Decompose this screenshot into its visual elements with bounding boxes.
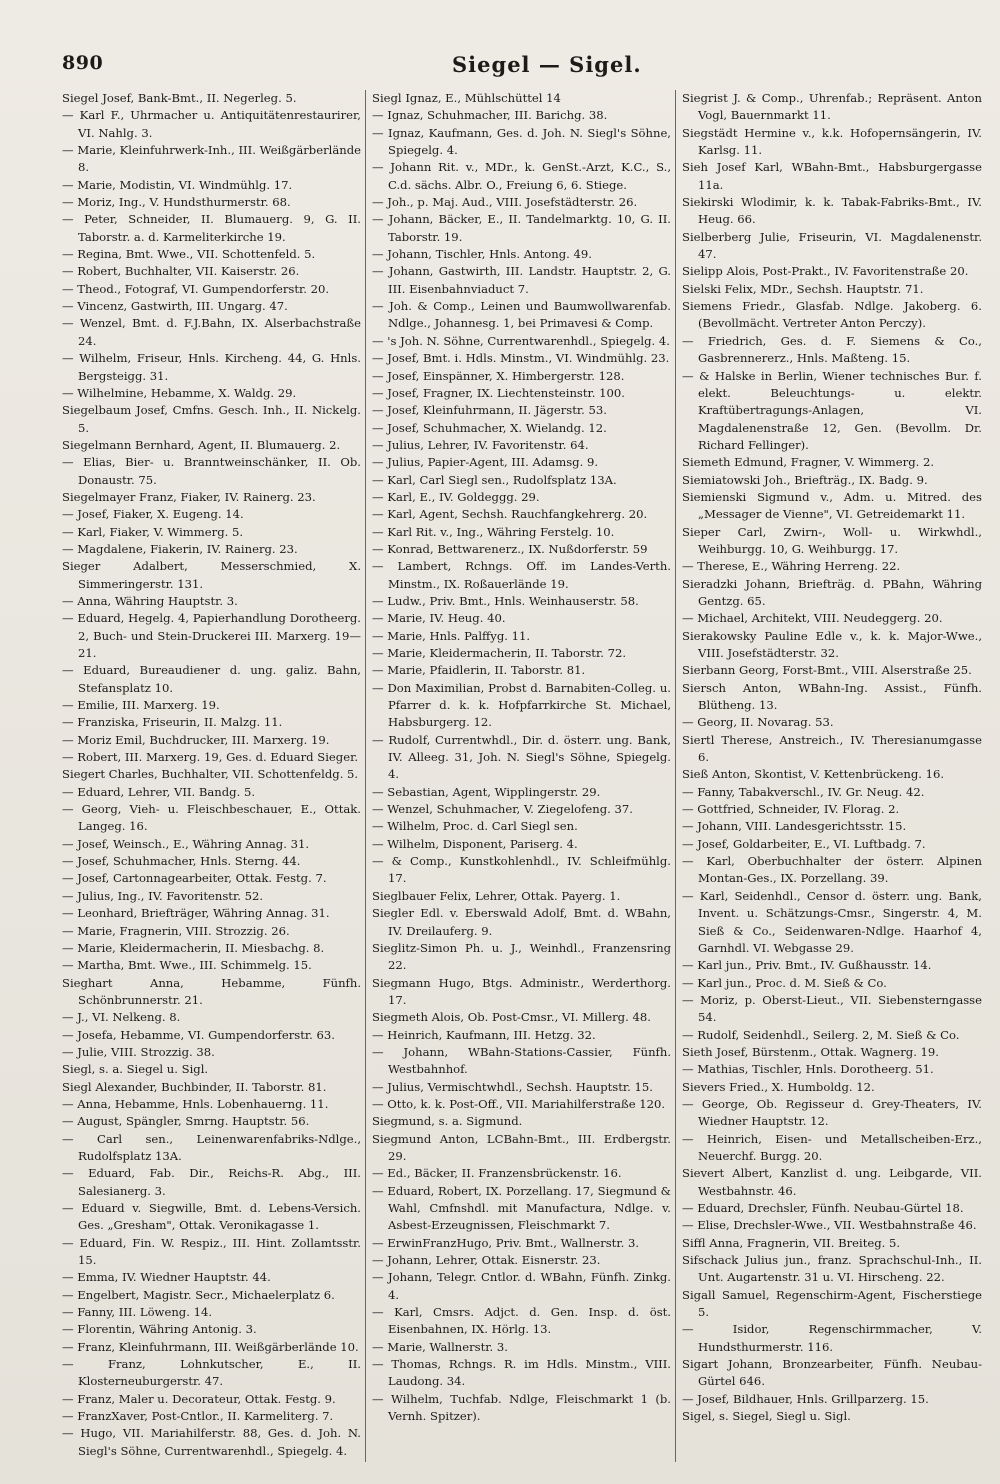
directory-entry: — Leonhard, Briefträger, Währing Annag. 31. [62,906,330,921]
directory-entry: — Karl, E., IV. Goldeggg. 29. [372,489,540,504]
directory-entry: — Karl jun., Priv. Bmt., IV. Gußhausstr. 14. [682,958,932,973]
columns [62,90,986,1462]
directory-entry: — ErwinFranzHugo, Priv. Bmt., Wallnerstr. 3. [372,1235,640,1250]
directory-entry: — Therese, E., Währing Herreng. 22. [682,559,901,574]
column-left [62,90,366,1462]
directory-entry: Sieglitz-Simon Ph. u. J., Weinhdl., Franzensring 22. [372,940,671,973]
directory-entry: — Sebastian, Agent, Wipplingerstr. 29. [372,784,601,799]
directory-entry: Siffl Anna, Fragnerin, VII. Breiteg. 5. [682,1235,901,1250]
directory-entry: Siegler Edl. v. Eberswald Adolf, Bmt. d. WBahn, IV. Dreilauferg. 9. [372,906,671,938]
directory-entry: — Rudolf, Currentwhdl., Dir. d. österr. ung. Bank, IV. Alleeg. 31, Joh. N. Siegl's Söhne, Spiegelg. 4. [372,732,671,782]
directory-entry: — Johann, Gastwirth, III. Landstr. Hauptstr. 2, G. III. Eisenbahnviaduct 7. [372,264,671,296]
directory-entry: — Eduard, Hegelg. 4, Papierhandlung Dorotheerg. 2, Buch- und Stein-Druckerei III. Marxerg. 19—21. [62,611,361,660]
directory-entry: — Josef, Einspänner, X. Himbergerstr. 128. [372,368,625,383]
directory-entry: — FranzXaver, Post-Cntlor., II. Karmeliterg. 7. [62,1409,334,1424]
directory-entry: — August, Spängler, Smrng. Hauptstr. 56. [62,1114,310,1129]
directory-entry: Siemens Friedr., Glasfab. Ndlge. Jakoberg. 6. (Bevollmächt. Vertreter Anton Perczy). [682,299,982,331]
page-number: 890 [62,52,104,74]
directory-entry: — Konrad, Bettwarenerz., IX. Nußdorferstr. 59 [372,541,648,556]
directory-entry: Sievert Albert, Kanzlist d. ung. Leibgarde, VII. Westbahnstr. 46. [682,1166,982,1198]
directory-entry: — Eduard, Bureaudiener d. ung. galiz. Bahn, Stefansplatz 10. [62,663,361,695]
directory-entry: — Moriz, p. Oberst-Lieut., VII. Siebensterngasse 54. [682,992,982,1025]
directory-entry: Siegert Charles, Buchhalter, VII. Schottenfeldg. 5. [62,767,359,782]
directory-entry: — Joh. & Comp., Leinen und Baumwollwarenfab. Ndlge., Johannesg. 1, bei Primavesi & Comp. [372,299,671,331]
directory-entry: — Moriz, Ing., V. Hundsthurmerstr. 68. [62,195,291,210]
directory-entry: — Ignaz, Schuhmacher, III. Barichg. 38. [372,108,608,123]
directory-entry: Siemienski Sigmund v., Adm. u. Mitred. des „Messager de Vienne", VI. Getreidemarkt 11. [682,489,982,522]
directory-entry: Sieglbauer Felix, Lehrer, Ottak. Payerg. 1. [372,888,621,903]
directory-entry: — Karl, Cmsrs. Adjct. d. Gen. Insp. d. öst. Eisenbahnen, IX. Hörlg. 13. [372,1305,671,1337]
directory-entry: — Josef, Fragner, IX. Liechtensteinstr. 100. [372,385,625,400]
directory-entry: — Franziska, Friseurin, II. Malzg. 11. [62,715,283,730]
directory-entry: — Magdalene, Fiakerin, IV. Rainerg. 23. [62,541,298,556]
directory-entry: Sifschack Julius jun., franz. Sprachschul-Inh., II. Unt. Augartenstr. 31 u. VI. Hirscheng. 22. [682,1253,982,1285]
directory-entry: — J., VI. Nelkeng. 8. [62,1010,181,1025]
directory-entry: — Florentin, Währing Antonig. 3. [62,1322,257,1337]
directory-entry: Siegl, s. a. Siegel u. Sigl. [62,1062,209,1077]
directory-entry: — Johann Rit. v., MDr., k. GenSt.-Arzt, K.C., S., C.d. sächs. Albr. O., Freiung 6, 6. Stiege. [372,160,671,192]
directory-entry: Siegstädt Hermine v., k.k. Hofopernsängerin, IV. Karlsg. 11. [682,125,982,158]
directory-entry: — Thomas, Rchngs. R. im Hdls. Minstm., VIII. Laudong. 34. [372,1357,671,1389]
directory-entry: Sigall Samuel, Regenschirm-Agent, Fischerstiege 5. [682,1287,982,1320]
directory-entry: — Johann, Bäcker, E., II. Tandelmarktg. 10, G. II. Taborstr. 19. [372,212,671,244]
directory-entry: — Josef, Weinsch., E., Währing Annag. 31. [62,836,310,851]
directory-entry: — Georg, II. Novarag. 53. [682,715,834,730]
directory-entry: — Ed., Bäcker, II. Franzensbrückenstr. 16. [372,1166,622,1181]
directory-entry: — Josef, Fiaker, X. Eugeng. 14. [62,507,244,522]
directory-entry: — Karl Rit. v., Ing., Währing Ferstelg. 10. [372,524,615,539]
directory-entry: Sieghart Anna, Hebamme, Fünfh. Schönbrunnerstr. 21. [62,975,361,1007]
directory-entry: — Julius, Lehrer, IV. Favoritenstr. 64. [372,437,589,452]
directory-entry: — Julie, VIII. Strozzig. 38. [62,1044,215,1059]
directory-entry: — Marie, Modistin, VI. Windmühlg. 17. [62,177,293,192]
directory-entry: — Vincenz, Gastwirth, III. Ungarg. 47. [62,299,288,314]
directory-entry: — Johann, VIII. Landesgerichtsstr. 15. [682,819,907,834]
directory-entry: Sierakowsky Pauline Edle v., k. k. Major-Wwe., VIII. Josefstädterstr. 32. [682,628,982,660]
directory-entry: — Julius, Papier-Agent, III. Adamsg. 9. [372,455,599,470]
directory-entry: — & Comp., Kunstkohlenhdl., IV. Schleifmühlg. 17. [372,854,671,886]
directory-entry: Siegelbaum Josef, Cmfns. Gesch. Inh., II. Nickelg. 5. [62,403,361,435]
directory-entry: Siegmann Hugo, Btgs. Administr., Werderthorg. 17. [372,975,671,1007]
directory-entry: — Carl sen., Leinenwarenfabriks-Ndlge., Rudolfsplatz 13A. [62,1131,361,1163]
directory-entry: — Lambert, Rchngs. Off. im Landes-Verth. Minstm., IX. Roßauerlände 19. [372,559,671,591]
directory-entry: Siegelmann Bernhard, Agent, II. Blumauerg. 2. [62,437,341,452]
directory-entry: — Anna, Hebamme, Hnls. Lobenhauerng. 11. [62,1096,329,1111]
directory-entry: — Marie, Wallnerstr. 3. [372,1339,508,1354]
directory-entry: — Johann, Lehrer, Ottak. Eisnerstr. 23. [372,1253,601,1268]
directory-entry: Siegl Ignaz, E., Mühlschüttel 14 [372,91,561,105]
directory-entry: — Eduard, Drechsler, Fünfh. Neubau-Gürtel 18. [682,1201,964,1215]
directory-entry: — Martha, Bmt. Wwe., III. Schimmelg. 15. [62,958,312,973]
directory-entry: — Robert, III. Marxerg. 19, Ges. d. Eduard Sieger. [62,750,359,765]
directory-entry: — Marie, Kleinfuhrwerk-Inh., III. Weißgärberlände 8. [62,143,361,175]
directory-entry: — Josefa, Hebamme, VI. Gumpendorferstr. 63. [62,1027,335,1042]
directory-entry: — Heinrich, Kaufmann, III. Hetzg. 32. [372,1027,596,1042]
directory-entry: — Emma, IV. Wiedner Hauptstr. 44. [62,1270,271,1285]
directory-entry: Sierbann Georg, Forst-Bmt., VIII. Alserstraße 25. [682,663,972,678]
directory-entry: — Robert, Buchhalter, VII. Kaiserstr. 26. [62,264,300,279]
directory-entry: Sigart Johann, Bronzearbeiter, Fünfh. Neubau-Gürtel 646. [682,1357,982,1389]
directory-entry: — Gottfried, Schneider, IV. Florag. 2. [682,802,900,817]
directory-entry: Sieper Carl, Zwirn-, Woll- u. Wirkwhdl., Weihburgg. 10, G. Weihburgg. 17. [682,524,982,556]
directory-entry: — Engelbert, Magistr. Secr., Michaelerplatz 6. [62,1287,335,1302]
directory-entry: Siemiatowski Joh., Briefträg., IX. Badg. 9. [682,472,928,487]
directory-entry: — Marie, Pfaidlerin, II. Taborstr. 81. [372,663,586,678]
directory-entry: — Karl, Oberbuchhalter der österr. Alpinen Montan-Ges., IX. Porzellang. 39. [682,854,982,886]
directory-entry: — Karl jun., Proc. d. M. Sieß & Co. [682,975,887,990]
directory-entry: — Theod., Fotograf, VI. Gumpendorferstr. 20. [62,281,330,296]
directory-entry: Sievers Fried., X. Humboldg. 12. [682,1079,875,1094]
directory-entry: — Franz, Maler u. Decorateur, Ottak. Festg. 9. [62,1391,336,1406]
directory-entry: — Karl, Carl Siegl sen., Rudolfsplatz 13A. [372,472,617,487]
directory-entry: — Wilhelm, Disponent, Pariserg. 4. [372,836,578,851]
directory-entry: — Josef, Bmt. i. Hdls. Minstm., VI. Windmühlg. 23. [372,351,670,366]
directory-entry: — Eduard, Fab. Dir., Reichs-R. Abg., III. Salesianerg. 3. [62,1166,361,1198]
directory-entry: Siertl Therese, Anstreich., IV. Theresianumgasse 6. [682,732,982,765]
directory-entry: — Eduard, Robert, IX. Porzellang. 17, Siegmund & Wahl, Cmfnshdl. mit Manufactura, Ndlge. v. Asbest-Erzeugnissen, Fleischmarkt 7. [372,1183,671,1233]
directory-entry: Sieth Josef, Bürstenm., Ottak. Wagnerg. 19. [682,1044,939,1059]
directory-entry: — Karl, Seidenhdl., Censor d. österr. ung. Bank, Invent. u. Schätzungs-Cmsr., Singerstr. 4, M. Sieß & Co., Seidenwaren-Ndlge. Haarhof 4, Garnhdl. VI. Webgasse 29. [682,888,982,955]
directory-entry: — Wilhelm, Friseur, Hnls. Kircheng. 44, G. Hnls. Bergsteigg. 31. [62,351,361,383]
directory-entry: — Marie, Kleidermacherin, II. Taborstr. 72. [372,646,627,660]
directory-entry: — Joh., p. Maj. Aud., VIII. Josefstädterstr. 26. [372,195,638,210]
directory-entry: — Johann, WBahn-Stations-Cassier, Fünfh. Westbahnhof. [372,1044,671,1077]
directory-entry: — Marie, IV. Heug. 40. [372,611,506,626]
directory-entry: — Franz, Kleinfuhrmann, III. Weißgärberlände 10. [62,1339,359,1354]
directory-entry: — Ignaz, Kaufmann, Ges. d. Joh. N. Siegl's Söhne, Spiegelg. 4. [372,125,671,158]
directory-entry: — Marie, Fragnerin, VIII. Strozzig. 26. [62,923,290,938]
directory-entry: — Julius, Vermischtwhdl., Sechsh. Hauptstr. 15. [372,1079,653,1094]
directory-entry: Siersch Anton, WBahn-Ing. Assist., Fünfh. Blütheng. 13. [682,680,982,713]
directory-entry: Siegrist J. & Comp., Uhrenfab.; Repräsent. Anton Vogl, Bauernmarkt 11. [682,91,982,123]
directory-entry: Siegmeth Alois, Ob. Post-Cmsr., VI. Millerg. 48. [372,1010,651,1025]
directory-entry: — Karl, Fiaker, V. Wimmerg. 5. [62,524,244,539]
page-header [62,52,986,90]
directory-entry: — 's Joh. N. Söhne, Currentwarenhdl., Spiegelg. 4. [372,333,670,348]
directory-entry: — Wenzel, Schuhmacher, V. Ziegelofeng. 37. [372,802,633,817]
directory-entry: — Wilhelm, Tuchfab. Ndlge, Fleischmarkt 1 (b. Vernh. Spitzer). [372,1391,671,1424]
directory-entry: — Fanny, Tabakverschl., IV. Gr. Neug. 42. [682,784,925,799]
directory-entry: — Eduard v. Siegwille, Bmt. d. Lebens-Versich. Ges. „Gresham", Ottak. Veronikagasse 1. [62,1201,361,1233]
directory-entry: — Michael, Architekt, VIII. Neudeggerg. 20. [682,611,943,626]
directory-entry: — Rudolf, Seidenhdl., Seilerg. 2, M. Sieß & Co. [682,1027,960,1042]
directory-entry: — Eduard, Lehrer, VII. Bandg. 5. [62,784,256,799]
directory-entry: Sielski Felix, MDr., Sechsh. Hauptstr. 71. [682,281,924,296]
directory-entry: Sielberberg Julie, Friseurin, VI. Magdalenenstr. 47. [682,229,982,262]
directory-entry: — Elise, Drechsler-Wwe., VII. Westbahnstraße 46. [682,1218,977,1233]
directory-entry: — Emilie, III. Marxerg. 19. [62,698,220,713]
directory-entry: — Fanny, III. Löweng. 14. [62,1305,213,1320]
directory-entry: — Isidor, Regenschirmmacher, V. Hundsthurmerstr. 116. [682,1322,982,1354]
directory-entry: — Marie, Hnls. Palffyg. 11. [372,628,531,643]
directory-entry: — Elias, Bier- u. Branntweinschänker, II. Ob. Donaustr. 75. [62,455,361,487]
directory-entry: Siegelmayer Franz, Fiaker, IV. Rainerg. 23. [62,489,316,504]
directory-entry: Siemeth Edmund, Fragner, V. Wimmerg. 2. [682,455,935,470]
directory-entry: — Heinrich, Eisen- und Metallscheiben-Erz., Neuerchf. Burgg. 20. [682,1131,982,1163]
directory-entry: Siegel Josef, Bank-Bmt., II. Negerleg. 5. [62,91,297,105]
directory-entry: Sieß Anton, Skontist, V. Kettenbrückeng. 16. [682,767,945,782]
directory-entry: Siegmund Anton, LCBahn-Bmt., III. Erdbergstr. 29. [372,1131,671,1163]
page-title: Siegel — Sigel. [452,52,642,77]
directory-entry: — Johann, Telegr. Cntlor. d. WBahn, Fünfh. Zinkg. 4. [372,1270,671,1302]
directory-entry: — Karl, Agent, Sechsh. Rauchfangkehrerg. 20. [372,507,648,522]
directory-entry: — & Halske in Berlin, Wiener technisches Bur. f. elekt. Beleuchtungs- u. elektr. Kraftübertragungs-Anlagen, VI. Magdalenenstraße 12, Gen. (Bevollm. Dr. Richard Fellinger). [682,368,982,452]
directory-entry: Sielipp Alois, Post-Prakt., IV. Favoritenstraße 20. [682,264,969,279]
directory-entry: Sieradzki Johann, Briefträg. d. PBahn, Währing Gentzg. 65. [682,576,982,608]
directory-entry: — Wilhelm, Proc. d. Carl Siegl sen. [372,819,578,834]
directory-entry: — Julius, Ing., IV. Favoritenstr. 52. [62,888,264,903]
directory-entry: — Peter, Schneider, II. Blumauerg. 9, G. II. Taborstr. a. d. Karmeliterkirche 19. [62,212,361,244]
directory-entry: — Josef, Goldarbeiter, E., VI. Luftbadg. 7. [682,836,926,851]
directory-entry: — Josef, Cartonnagearbeiter, Ottak. Festg. 7. [62,871,327,886]
directory-entry: — Hugo, VII. Mariahilferstr. 88, Ges. d. Joh. N. Siegl's Söhne, Currentwarenhdl., Spiegelg. 4. [62,1426,361,1458]
column-right [682,90,986,1462]
directory-entry: Siekirski Wlodimir, k. k. Tabak-Fabriks-Bmt., IV. Heug. 66. [682,195,982,227]
directory-entry: Siegl Alexander, Buchbinder, II. Taborstr. 81. [62,1079,327,1094]
directory-entry: — Georg, Vieh- u. Fleischbeschauer, E., Ottak. Langeg. 16. [62,802,361,834]
directory-entry: — Mathias, Tischler, Hnls. Dorotheerg. 51. [682,1062,934,1077]
directory-entry: — Josef, Schuhmacher, X. Wielandg. 12. [372,420,607,435]
directory-entry: — Wilhelmine, Hebamme, X. Waldg. 29. [62,385,297,400]
directory-entry: — Friedrich, Ges. d. F. Siemens & Co., Gasbrennererz., Hnls. Maßteng. 15. [682,333,982,366]
directory-entry: Sigel, s. Siegel, Siegl u. Sigl. [682,1409,851,1424]
column-middle [372,90,676,1462]
directory-entry: — Otto, k. k. Post-Off., VII. Mariahilferstraße 120. [372,1096,666,1111]
directory-entry: — Karl F., Uhrmacher u. Antiquitätenrestaurirer, VI. Nahlg. 3. [62,108,361,140]
directory-entry: — Marie, Kleidermacherin, II. Miesbachg. 8. [62,940,325,955]
directory-entry: — Regina, Bmt. Wwe., VII. Schottenfeld. 5. [62,247,316,262]
directory-entry: — Josef, Schuhmacher, Hnls. Sterng. 44. [62,854,301,869]
directory-entry: — Franz, Lohnkutscher, E., II. Klosterneuburgerstr. 47. [62,1357,361,1389]
directory-entry: — George, Ob. Regisseur d. Grey-Theaters, IV. Wiedner Hauptstr. 12. [682,1096,982,1129]
directory-entry: — Anna, Währing Hauptstr. 3. [62,593,238,608]
directory-entry: Sieh Josef Karl, WBahn-Bmt., Habsburgergasse 11a. [682,160,982,192]
directory-entry: Sieger Adalbert, Messerschmied, X. Simmeringerstr. 131. [62,559,361,591]
directory-entry: — Josef, Kleinfuhrmann, II. Jägerstr. 53. [372,403,607,418]
directory-entry: — Ludw., Priv. Bmt., Hnls. Weinhauserstr. 58. [372,593,639,608]
directory-entry: — Moriz Emil, Buchdrucker, III. Marxerg. 19. [62,732,330,747]
directory-entry: — Johann, Tischler, Hnls. Antong. 49. [372,247,592,262]
directory-entry: — Don Maximilian, Probst d. Barnabiten-Colleg. u. Pfarrer d. k. k. Hofpfarrkirche St. Michael, Habsburgerg. 12. [372,680,671,730]
directory-entry: — Eduard, Fin. W. Respiz., III. Hint. Zollamtsstr. 15. [62,1235,361,1268]
directory-entry: — Wenzel, Bmt. d. F.J.Bahn, IX. Alserbachstraße 24. [62,316,361,348]
directory-entry: Siegmund, s. a. Sigmund. [372,1114,523,1129]
directory-entry: — Josef, Bildhauer, Hnls. Grillparzerg. 15. [682,1391,929,1406]
